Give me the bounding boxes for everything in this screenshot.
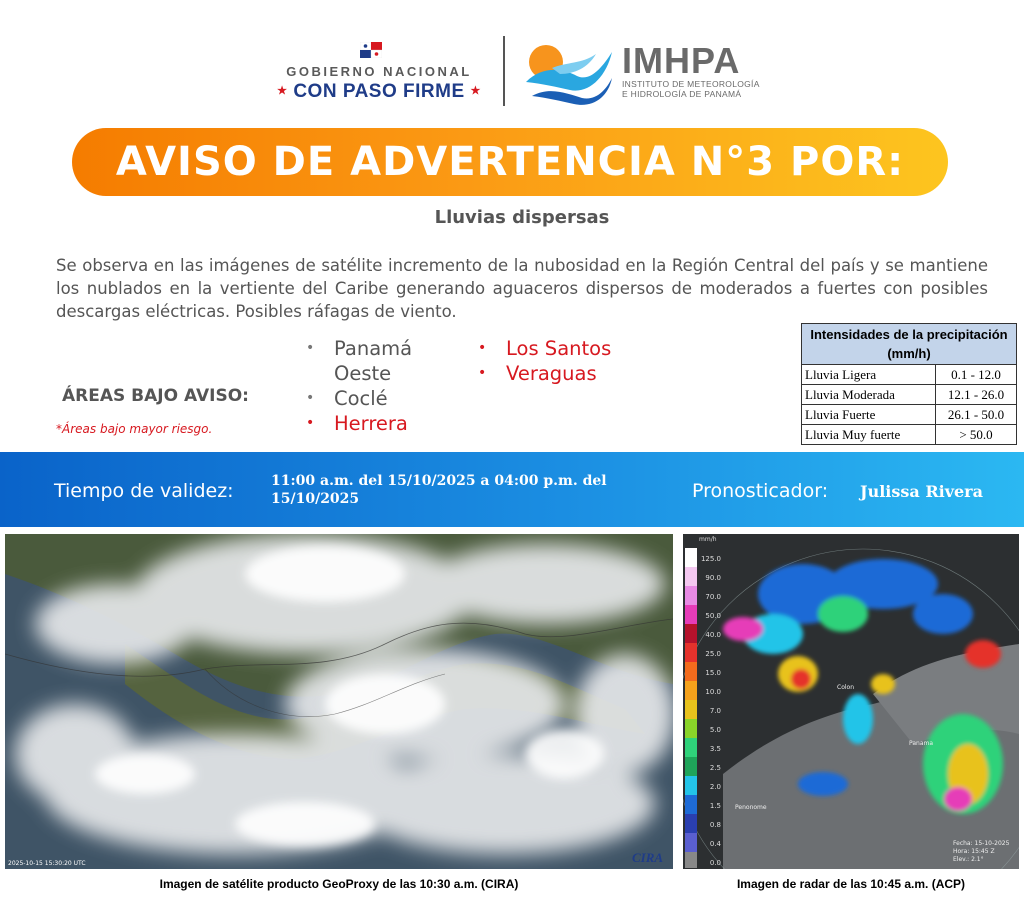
gov-logo xyxy=(270,64,488,103)
gov-slogan: CON PASO FIRME xyxy=(293,81,465,102)
table-row xyxy=(802,385,1017,405)
gov-line2 xyxy=(270,81,488,103)
intensity-label: Lluvia Ligera xyxy=(802,365,936,385)
intensity-value: 0.1 - 12.0 xyxy=(936,365,1017,385)
radar-meta-line: Fecha: 15-10-2025 xyxy=(953,840,1010,847)
radar-scale-labels xyxy=(699,550,721,869)
radar-scale-label: 7.0 xyxy=(709,707,721,715)
radar-scale-label: 40.0 xyxy=(705,631,721,639)
radar-scale-label: 5.0 xyxy=(709,726,721,734)
intensity-value: 12.1 - 26.0 xyxy=(936,385,1017,405)
satellite-caption: Imagen de satélite producto GeoProxy de las 10:30 a.m. (CIRA) xyxy=(159,877,519,891)
area-item: • Herrera xyxy=(304,411,444,436)
imhpa-sub-line2: E HIDROLOGÍA DE PANAMÁ xyxy=(622,89,742,99)
radar-scale-label: 3.5 xyxy=(709,745,721,753)
area-item: • Los Santos xyxy=(476,336,656,361)
radar-color-scale xyxy=(685,548,697,868)
validity-label: Tiempo de validez: xyxy=(54,480,234,502)
radar-scale-label: 50.0 xyxy=(705,612,721,620)
radar-scale-label: 10.0 xyxy=(705,688,721,696)
page-title: AVISO DE ADVERTENCIA N°3 POR: xyxy=(115,139,905,185)
radar-scale-label: 1.5 xyxy=(709,802,721,810)
radar-scale-label: 15.0 xyxy=(705,669,721,677)
radar-image xyxy=(683,534,1019,869)
areas-note: *Áreas bajo mayor riesgo. xyxy=(56,422,213,436)
areas-label: ÁREAS BAJO AVISO: xyxy=(62,386,249,406)
areas-list-2 xyxy=(476,336,656,386)
intensity-label: Lluvia Moderada xyxy=(802,385,936,405)
forecaster-name: Julissa Rivera xyxy=(860,482,983,501)
radar-place: Colon xyxy=(837,684,855,691)
area-item: • Coclé xyxy=(304,386,444,411)
intensity-value: > 50.0 xyxy=(936,425,1017,445)
area-item: • Veraguas xyxy=(476,361,656,386)
star-icon: ★ xyxy=(470,85,481,97)
imhpa-logo-icon xyxy=(522,38,614,106)
intensity-label: Lluvia Muy fuerte xyxy=(802,425,936,445)
warning-subtitle: Lluvias dispersas xyxy=(434,207,610,228)
cira-logo: CIRA xyxy=(632,850,664,865)
radar-place: Panama xyxy=(909,740,934,747)
radar-scale-label: 0.8 xyxy=(709,821,721,829)
areas-list-1 xyxy=(304,336,444,436)
table-row xyxy=(802,405,1017,425)
intensity-table-header: Intensidades de la precipitación (mm/h) xyxy=(802,324,1017,365)
radar-scale-label: 70.0 xyxy=(705,593,721,601)
satellite-image xyxy=(5,534,673,869)
logo-divider xyxy=(503,36,505,106)
radar-meta-line: Elev.: 2.1° xyxy=(953,856,984,863)
radar-scale-label: 2.0 xyxy=(709,783,721,791)
imhpa-sub-line1: INSTITUTO DE METEOROLOGÍA xyxy=(622,79,760,89)
area-item: • Panamá Oeste xyxy=(304,336,444,386)
radar-unit: mm/h xyxy=(699,536,717,543)
intensity-table xyxy=(801,323,1017,445)
panama-flag-icon xyxy=(360,42,382,58)
radar-caption: Imagen de radar de las 10:45 a.m. (ACP) xyxy=(736,877,966,891)
gov-line1: GOBIERNO NACIONAL xyxy=(286,64,472,79)
table-row xyxy=(802,365,1017,385)
imhpa-name: IMHPA xyxy=(622,40,741,81)
forecaster-label: Pronosticador: xyxy=(692,480,829,502)
intensity-label: Lluvia Fuerte xyxy=(802,405,936,425)
intensity-value: 26.1 - 50.0 xyxy=(936,405,1017,425)
radar-scale-label: 0.4 xyxy=(709,840,721,848)
radar-scale-label: 90.0 xyxy=(705,574,721,582)
validity-value: 11:00 a.m. del 15/10/2025 a 04:00 p.m. del 15/10/2025 xyxy=(271,473,607,507)
radar-meta xyxy=(953,840,1009,864)
table-row xyxy=(802,425,1017,445)
radar-map xyxy=(683,534,1019,869)
radar-scale-label: 25.0 xyxy=(705,650,721,658)
warning-description: Se observa en las imágenes de satélite incremento de la nubosidad en la Región Central del país y se mantiene los nublados en la vertiente del Caribe generando aguaceros dispersos de moderados a fuertes con posibles descargas eléctricas. Posibles ráfagas de viento. xyxy=(56,256,988,321)
radar-scale-label: 125.0 xyxy=(700,555,721,563)
imhpa-subtitle xyxy=(622,79,760,99)
radar-scale-label: 2.5 xyxy=(709,764,721,772)
radar-place: Penonome xyxy=(735,804,767,811)
radar-scale-label: 0.0 xyxy=(709,859,721,867)
star-icon: ★ xyxy=(277,85,288,97)
radar-meta-line: Hora: 15:45 Z xyxy=(953,848,995,855)
satellite-timestamp: 2025-10-15 15:30:20 UTC xyxy=(8,860,86,867)
